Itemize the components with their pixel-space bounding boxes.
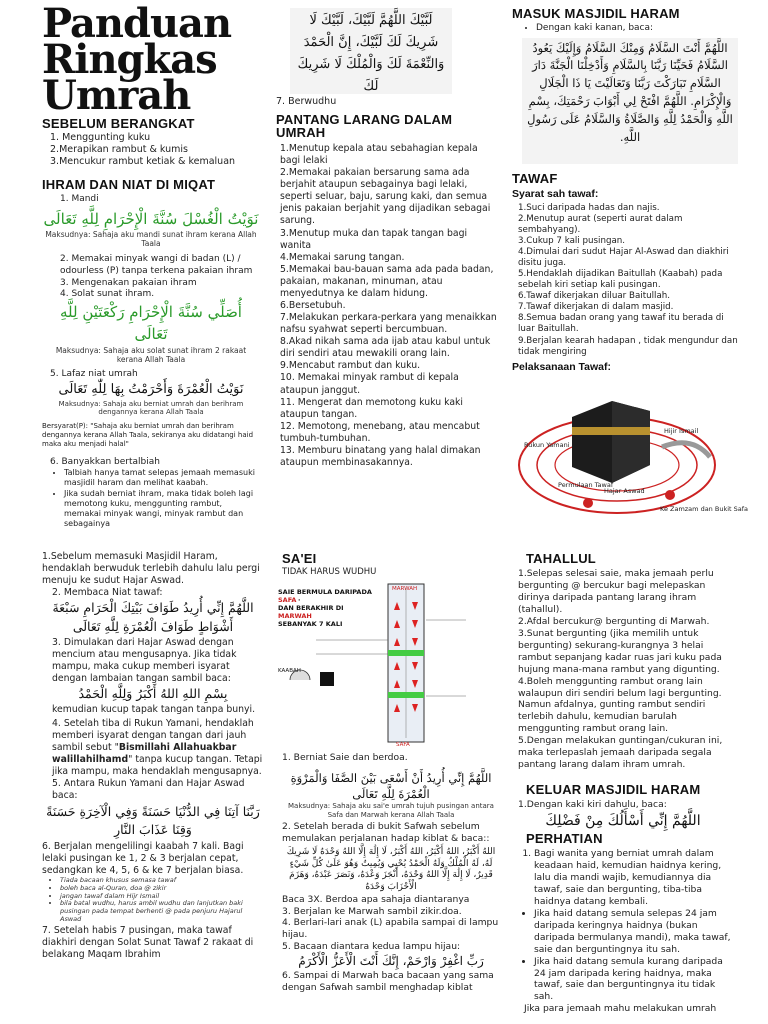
tawaf-heading: TAWAF <box>512 170 558 186</box>
niat-solat-arabic: أُصَلِّي سُنَّةَ الْإِحْرَامِ رَكْعَتَيْنِ لِلَّهِ تَعَالَى <box>60 302 242 344</box>
niat-mandi-arabic: نَوَيْتُ الْغُسْلَ سُنَّةَ الْإِحْرَامِ لِلَّهِ تَعَالَى <box>43 209 259 228</box>
tahallul-heading: TAHALLUL <box>526 551 596 566</box>
tahallul-list: 1.Selepas selesai saie, maka jemaah perlu bergunting @ bercukur bagi melepaskan dirinya daripada pantang larang ihram (tahallul). 2.Afdal bercukur@ bergunting di Marwah. 3.Sunat bergunting (jika memilih untuk bergunting) sekurang-kurangnya 3 helai rambut sepanjang kadar ruas jari kuku pada hujung mana-mana rambut yang digunting. 4.Boleh menggunting rambut orang lain walaupun diri sendiri belum lagi bergunting. Namun afdalnya, gunting rambut sendiri terlebih dahulu, kemudian barulah menggunting rambut orang lain. 5.Dengan melakukan guntingan/cukuran ini, maka terlepaslah jemaah daripada segala pantang larang dalam ihram umrah. <box>518 568 723 771</box>
keluar-heading: KELUAR MASJIDIL HARAM <box>526 782 701 798</box>
svg-text:·: · <box>298 596 301 604</box>
sebelum-list: 1. Menggunting kuku 2.Merapikan rambut & kumis 3.Mencukur rambut ketiak & kemaluan <box>50 132 236 168</box>
tawaf-illustration <box>512 387 749 533</box>
svg-text:MARWAH: MARWAH <box>392 586 418 592</box>
ihram-heading: IHRAM DAN NIAT DI MIQAT <box>42 177 216 193</box>
svg-text:KAABAH: KAABAH <box>278 668 301 674</box>
pantang-list: 1.Menutup kepala atau sebahagian kepala bagi lelaki 2.Memakai pakaian bersarung sama ada berjahit ataupun sebagainya bagi lelaki, seperti seluar, baju, sarung kaki, dan semua jenis pakaian berjahit yang dijadikan sebagai sarung. 3.Menutup muka dan tapak tangan bagi wanita 4.Memakai sarung tangan. 5.Memakai bau-bauan sama ada pada badan, pakaian, makanan, minuman, atau menyedutnya ke dalam hidung. 6.Bersetubuh. 7.Melakukan perkara-perkara yang menaikkan nafsu syahwat seperti bercumbuan. 8.Akad nikah sama ada ijab atau kabul untuk diri sendiri atau mewakili orang lain. 9.Mencabut rambut dan kuku. 10. Memakai minyak rambut di kepala ataupun janggut. 11. Mengerat dan memotong kuku kaki ataupun tangan. 12. Memotong, menebang, atau mencabut tumbuh-tumbuhan. 13. Memburu binatang yang halal dimakan ataupun membinasakannya. <box>280 143 497 469</box>
hijir-label: Hijir Ismail <box>664 427 699 435</box>
doa-keluar-arabic: اللَّهُمَّ إِنِّي أَسْأَلُكَ مِنْ فَضْلِكَ <box>545 812 701 829</box>
masuk-heading: MASUK MASJIDIL HARAM <box>512 6 680 21</box>
perhatian-list: 1. Bagi wanita yang berniat umrah dalam keadaan haid, kemudian haidnya kering, lalu dia mandi wajib, kemudiannya dia tawaf, saie dan bergunting, tiba-tiba haidnya datang kembali. <box>512 848 734 908</box>
rabbana-arabic: رَبَّنَا آتِنَا فِي الدُّنْيَا حَسَنَةً وَفِي الْآخِرَةِ حَسَنَةً وَقِنَا عَذَابَ النَّارِ <box>46 803 260 837</box>
perhatian-heading: PERHATIAN <box>526 830 603 846</box>
saei-illustration <box>276 580 476 750</box>
niat-saei-arabic: اللَّهُمَّ إِنِّي أُرِيدُ أَنْ أَسْعَى بَيْنَ الصَّفَا وَالْمَرْوَةِ الْعُمْرَةَ لِلَّهِ تَعَالَى <box>290 770 492 802</box>
pantang-heading: PANTANG LARANG DALAM UMRAH <box>276 112 453 140</box>
rukun-yamani-label: Rukun Yamani <box>524 441 570 449</box>
svg-text:SAFA: SAFA <box>278 596 297 604</box>
takbir-arabic: اللهُ أَكْبَرُ، اللهُ أَكْبَرُ، اللهُ أَكْبَرُ، لَا إِلَٰهَ إِلَّا اللهُ وَحْدَهُ لَا شَرِيكَ لَهُ، لَهُ الْمُلْكُ وَلَهُ الْحَمْدُ يُحْيِي وَيُمِيتُ وَهُوَ عَلَىٰ كُلِّ شَيْءٍ قَدِيرٌ، لَا إِلَٰهَ إِلَّا اللهُ وَحْدَهُ، أَنْجَزَ وَعْدَهُ، وَنَصَرَ عَبْدَهُ، وَهَزَمَ الْأَحْزَابَ وَحْدَهُ <box>286 846 496 892</box>
rabbighfir-arabic: رَبِّ اغْفِرْ وَارْحَمْ، إِنَّكَ أَنْتَ الْأَعَزُّ الْأَكْرَمُ <box>298 954 484 969</box>
talbiah-box <box>290 8 452 94</box>
svg-text:DAN BERAKHIR DI: DAN BERAKHIR DI <box>278 604 344 612</box>
svg-text:SAFA: SAFA <box>396 742 410 748</box>
syarat-list: 1.Suci daripada hadas dan najis. 2.Menutup aurat (seperti aurat dalam sembahyang). 3.Cukup 7 kali pusingan. 4.Dimulai dari sudut Hajar Al-Aswad dan diakhiri disitu juga. 5.Hendaklah dijadikan Baitullah (Kaabah) pada sebelah kiri setiap kali pusingan. 6.Tawaf dikerjakan diluar Baitullah. 7.Tawaf dikerjakan di dalam masjid. 8.Semua badan orang yang tawaf itu berada di luar Baitullah. 9.Berjalan kearah hadapan , tidak mengundur dan tidak mengiring <box>518 202 738 357</box>
bersyarat-note: Bersyarat(P): "Sahaja aku berniat umrah dan berihram dengannya kerana Allah Taala, sekiranya aku didatangi haid maka aku menjadi halal" <box>42 422 254 448</box>
svg-text:SAIE BERMULA DARIPADA: SAIE BERMULA DARIPADA <box>278 588 372 596</box>
zamzam-label: Ke Zamzam dan Bukit Safa <box>660 505 749 513</box>
permulaan-label: Permulaan Tawaf <box>558 481 614 489</box>
svg-text:MARWAH: MARWAH <box>278 612 312 620</box>
page-title: Panduan Ringkas Umrah <box>42 0 232 119</box>
talbiah-arabic: لَبَّيْكَ اللَّهُمَّ لَبَّيْكَ، لَبَّيْكَ لَا شَرِيكَ لَكَ لَبَّيْكَ، إِنَّ الْحَمْدَ وَالنِّعْمَةَ لَكَ وَالْمُلْكَ لَا شَرِيكَ لَكَ <box>297 13 445 95</box>
saei-diagram <box>276 580 476 750</box>
hajar-aswad-label: Hajar Aswad <box>604 487 645 495</box>
saei-heading: SA'EI <box>282 551 317 566</box>
doa-masuk-box: اللَّهُمَّ أَنْتَ السَّلَامُ وَمِنْكَ السَّلَامُ وَإِلَيْكَ يَعُودُ السَّلَامُ فَحَيِّنَا رَبَّنَا بِالسَّلَامِ وَأَدْخِلْنَا الْجَنَّةَ دَارَ السَّلَامِ تَبَارَكْتَ رَبَّنَا وَتَعَالَيْتَ يَا ذَا الْجَلَالِ وَالْإِكْرَامِ. اللَّهُمَّ افْتَحْ لِي أَبْوَابَ رَحْمَتِكَ، بِسْمِ اللَّهِ وَالْحَمْدُ لِلَّهِ وَالصَّلَاةُ وَالسَّلَامُ عَلَى رَسُولِ اللَّهِ. <box>522 38 738 164</box>
niat-umrah-arabic: نَوَيْتُ الْعُمْرَةَ وَأَحْرَمْتُ بِهَا لِلّٰهِ تَعَالَى <box>58 382 244 398</box>
svg-text:SEBANYAK 7 KALI: SEBANYAK 7 KALI <box>278 620 343 628</box>
tawaf-diagram <box>512 387 749 533</box>
sebelum-heading: SEBELUM BERANGKAT <box>42 116 195 131</box>
niat-tawaf-arabic: اللَّهُمَّ إِنِّي أُرِيدُ طَوَافَ بَيْتِكَ الْحَرَامِ سَبْعَةَ أَشْوَاطٍ طَوَافَ الْعُمْرَةِ لِلَّهِ تَعَالَى <box>52 600 254 635</box>
